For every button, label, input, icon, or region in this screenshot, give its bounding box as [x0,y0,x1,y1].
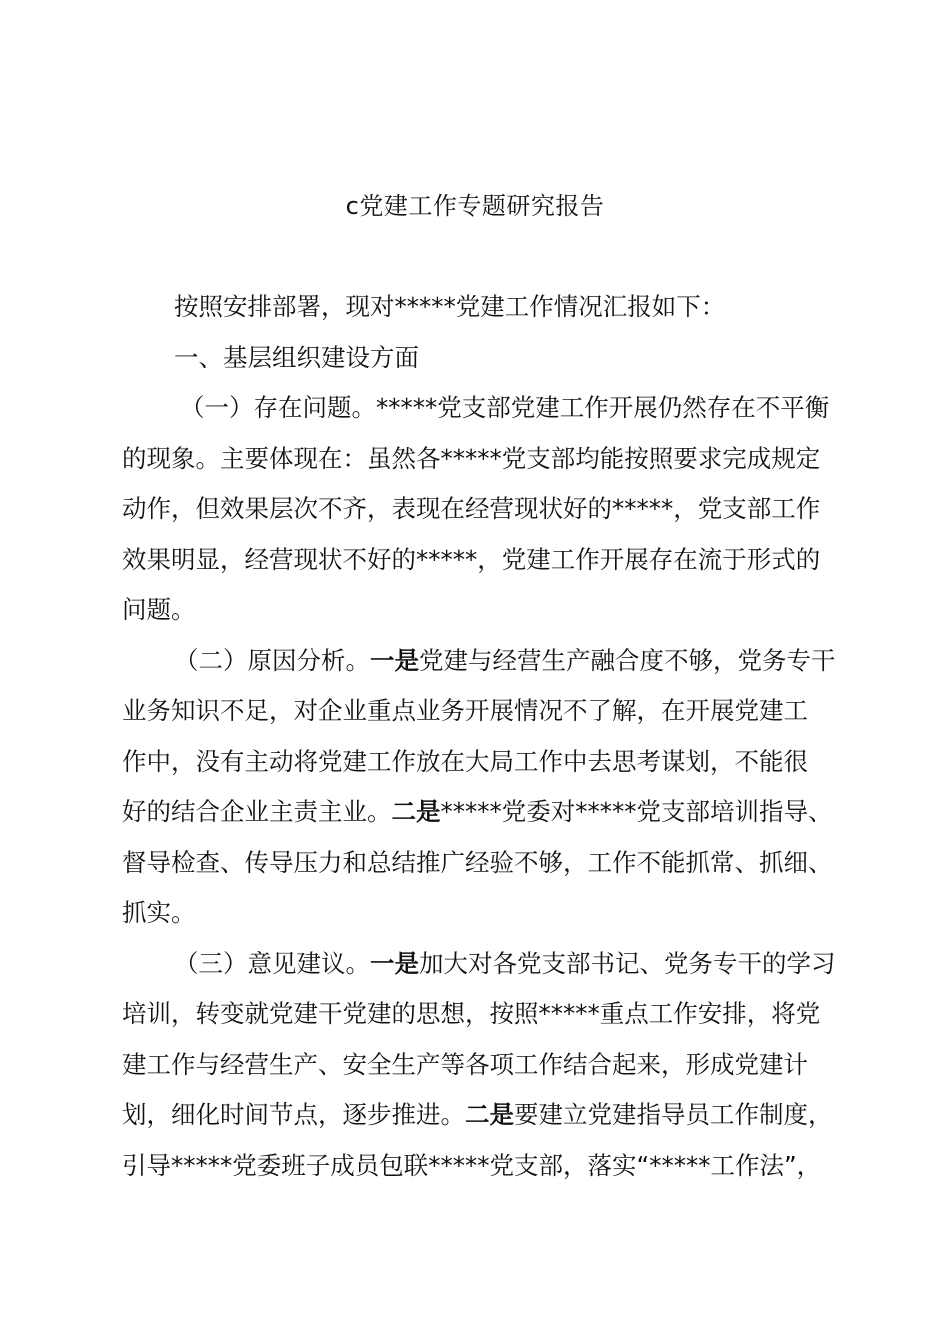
paragraph-line [122,636,834,687]
paragraph-problems [122,383,834,636]
paragraph-line [122,1090,834,1141]
document-title: c党建工作专题研究报告 [345,192,605,220]
emphasis-text: 一是 [370,948,419,978]
intro-paragraph: 按照安排部署，现对*****党建工作情况汇报如下： [174,292,726,321]
paragraph-line: 引导*****党委班子成员包联*****党支部，落实“*****工作法”， [122,1150,822,1180]
emphasis-text: 二是 [391,797,441,826]
emphasis-text: 一是 [370,645,419,675]
paragraph-line: 业务知识不足，对企业重点业务开展情况不了解，在开展党建工 [122,696,808,725]
paragraph-text: 要建立党建指导员工作制度， [514,1100,833,1129]
paragraph-causes [122,636,834,939]
paragraph-label: （二）原因分析。 [174,645,370,675]
paragraph-line [122,939,834,990]
emphasis-text: 二是 [465,1100,514,1129]
paragraph-line: 督导检查、传导压力和总结推广经验不够，工作不能抓常、抓细、 [122,847,833,877]
paragraph-text: 划，细化时间节点，逐步推进。 [122,1100,465,1129]
paragraph-line [122,383,834,434]
paragraph-text: *****党委对*****党支部培训指导、 [440,797,833,826]
paragraph-line: 问题。 [122,595,196,624]
paragraph-text: 好的结合企业主责主业。 [122,797,392,826]
paragraph-text: 党建与经营生产融合度不够，党务专干 [419,645,836,675]
paragraph-line: 的现象。主要体现在：虽然各*****党支部均能按照要求完成规定 [122,443,821,473]
paragraph-suggestions [122,939,834,1192]
paragraph-line: 动作，但效果层次不齐，表现在经营现状好的*****，党支部工作 [122,494,821,523]
section-heading: 一、基层组织建设方面 [174,342,419,372]
paragraph-label: （一）存在问题。 [180,393,376,422]
paragraph-line: 效果明显，经营现状不好的*****，党建工作开展存在流于形式的 [122,544,821,574]
paragraph-label: （三）意见建议。 [174,948,370,978]
paragraph-line: 抓实。 [122,898,196,927]
paragraph-text: 加大对各党支部书记、党务专干的学习 [419,948,836,978]
paragraph-line: 作中，没有主动将党建工作放在大局工作中去思考谋划，不能很 [122,746,808,776]
paragraph-line: 培训，转变就党建干党建的思想，按照*****重点工作安排，将党 [122,999,821,1028]
paragraph-text: *****党支部党建工作开展仍然存在不平衡 [376,393,830,422]
document-body [122,282,834,1191]
paragraph-line [122,787,834,838]
paragraph-line: 建工作与经营生产、安全生产等各项工作结合起来，形成党建计 [122,1049,808,1079]
